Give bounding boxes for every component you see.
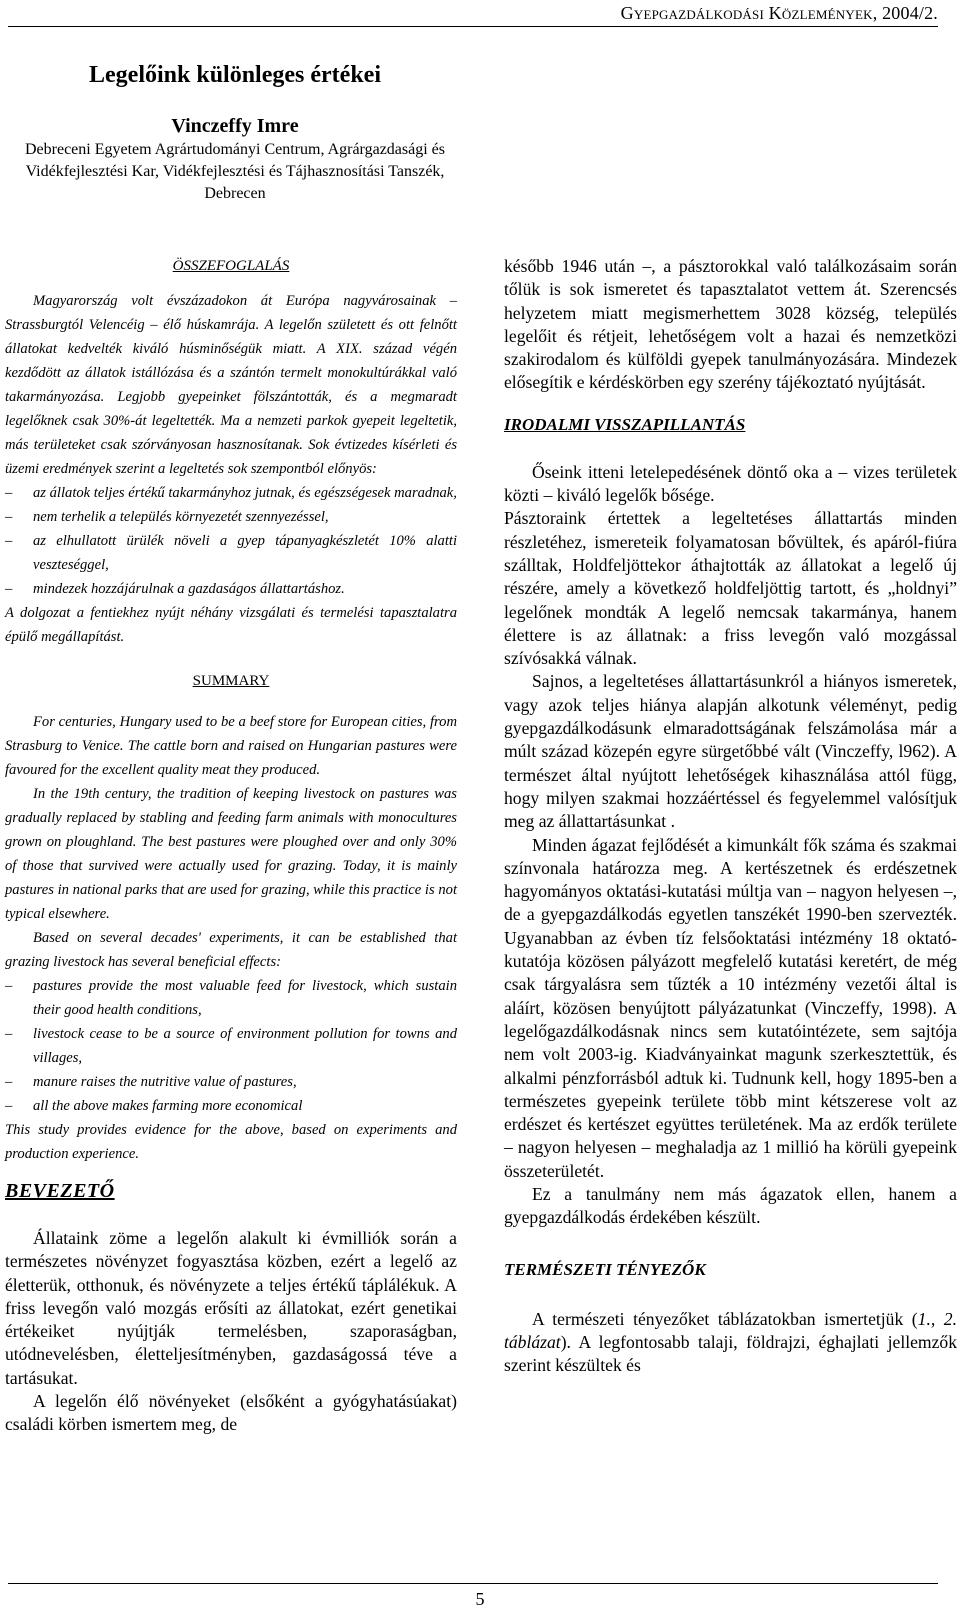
title-block bbox=[0, 62, 470, 205]
irodalmi-paragraph-5: Ez a tanulmány nem más ágazatok ellen, hanem a gyepgazdálkodás érdekében készült. bbox=[504, 1183, 957, 1228]
irodalmi-paragraph-2: Pásztoraink értettek a legeltetéses állattartás minden részletéhez, ismereteik folyamatosan bővültek, és apáról-fiúra szálltak, Holdfeljöttekor áthajtották az állatokat a legelő új részére, amely a következő holdfeljöttig tartott, és „holdnyi” legelőnek mondták A legelő nemcsak takarmánya, hanem élettere is az állatnak: a friss levegőn való mozgással szívósakká válnak. bbox=[504, 508, 957, 669]
summary-paragraph-2: In the 19th century, the tradition of keeping livestock on pastures was gradually replaced by stabling and feeding farm animals with monocultures grown on ploughland. The best pastures were ploughed over and only 30% of those that survived were actually used for grazing. Today, it is mainly pastures in national parks that are used for grazing, while this practice is not typical elsewhere. bbox=[5, 786, 457, 922]
summary-bullet: – livestock cease to be a source of environment pollution for towns and villages, bbox=[5, 1026, 457, 1066]
left-column bbox=[5, 258, 457, 1437]
running-head bbox=[621, 3, 938, 24]
osszefoglalas-heading: ÖSSZEFOGLALÁS bbox=[172, 258, 290, 274]
affiliation-line-3: Debrecen bbox=[204, 185, 266, 202]
termeszeti-tenyezok-heading: TERMÉSZETI TÉNYEZŐK bbox=[504, 1259, 706, 1279]
continued-paragraph: később 1946 után –, a pásztorokkal való találkozásaim során tőlük is sok ismeretet és tapasztalatot vettem át. Szerencsés helyzetem miatt megismerhettem 3028 község, település legelőit és rétjeit, lehetőségem volt a hazai és nemzetközi szakirodalom és külföldi gyepek tanulmányozására. Mindezek elősegítik e kérdéskörben egy szerény tájékoztató nyújtását. bbox=[504, 256, 957, 393]
osszefoglalas-paragraph-1: Magyarország volt évszázadokon át Európa nagyvárosainak – Strassburgtól Velencéig – élő húskamrája. A legelőn született és ott felnőtt állatokat kedvelték kiváló húsminőségük miatt. A XIX. század végén kezdődött az állatok istállózása és a szántón termelt monokultúrákkal való takarmányozása. Legjobb gyepeinket fölszántották, és a megmaradt legelőknek csak 30%-át legeltették. Ma a nemzeti parkok gyepeit legeltetik, más területeket csak szórványosan hasznosítanak. Sok évtizedes kísérleti és üzemi eredmények szerint a legeltetés sok szempontból előnyös: bbox=[5, 293, 457, 477]
osszefoglalas-paragraph-2: A dolgozat a fentiekhez nyújt néhány vizsgálati és termelési tapasztalatra épülő megállapítást. bbox=[5, 605, 457, 645]
osszefoglalas-bullet: – mindezek hozzájárulnak a gazdaságos állattartáshoz. bbox=[5, 581, 345, 597]
footer-rule bbox=[8, 1583, 938, 1584]
bevezeto-paragraph-2: A legelőn élő növényeket (elsőként a gyógyhatásúakat) családi körben ismertem meg, de bbox=[5, 1391, 457, 1435]
affiliation-line-1: Debreceni Egyetem Agrártudományi Centrum, Agrárgazdasági és bbox=[24, 141, 445, 158]
header-rule bbox=[8, 26, 938, 27]
summary-heading: SUMMARY bbox=[192, 673, 270, 689]
irodalmi-paragraph-1: Őseink itteni letelepedésének döntő oka a – vizes területek közti – kiváló legelők bősége. bbox=[504, 461, 957, 506]
summary-bullet: – pastures provide the most valuable feed for livestock, which sustain their good health conditions, bbox=[5, 978, 457, 1018]
affiliation-line-2: Vidékfejlesztési Kar, Vidékfejlesztési és Tájhasznosítási Tanszék, bbox=[25, 163, 445, 180]
summary-bullet: – manure raises the nutritive value of pastures, bbox=[5, 1074, 297, 1090]
author-name: Vinczeffy Imre bbox=[171, 115, 299, 137]
summary-bullet: – all the above makes farming more economical bbox=[5, 1098, 303, 1114]
bevezeto-paragraph-1: Állataink zöme a legelőn alakult ki évmilliók során a természetes növényzet fogyasztása közben, ezért a legelő az életterük, otthonuk, és növényzete a teljes értékű táplálékuk. A friss levegőn való mozgás erősíti az állatokat, ezért genetikai értékeiket nyújtják termelésben, szaporaságban, utódnevelésben, életteljesítményben, gazdaságossá téve a tartásukat. bbox=[5, 1228, 457, 1388]
summary-paragraph-4: This study provides evidence for the above, based on experiments and production experience. bbox=[5, 1122, 457, 1162]
termeszeti-paragraph-1: A természeti tényezőket táblázatokban ismertetjük (1., 2. táblázat). A legfontosabb talaji, földrajzi, éghajlati jellemzők szerint készültek és bbox=[504, 1308, 957, 1376]
irodalmi-visszapillantas-heading: IRODALMI VISSZAPILLANTÁS bbox=[504, 414, 746, 434]
bevezeto-heading: BEVEZETŐ bbox=[5, 1180, 115, 1202]
osszefoglalas-bullet: – az elhullatott ürülék növeli a gyep tápanyagkészletét 10% alatti veszteséggel, bbox=[5, 533, 457, 573]
right-column bbox=[504, 255, 957, 1377]
osszefoglalas-bullet: – az állatok teljes értékű takarmányhoz jutnak, és egészségesek maradnak, bbox=[5, 485, 457, 501]
irodalmi-paragraph-4: Minden ágazat fejlődését a kimunkált fők száma és szakmai színvonala határozza meg. A kertészetnek és erdészetnek hagyományos oktatási-kutatási múltja van – nagyon helyesen –, de a gyepgazdálkodás egyetlen tanszékét 1990-ben szervezték. Ugyanabban az évben tíz felsőoktatási intézmény 18 oktató-kutatója közösen pályázott megfelelő kutatási keretért, de még csak tárgyalásra sem tűzték a 10 intézmény vezetői által is aláírt, közösen benyújtott pályázatunkat (Vinczeffy, 1998). A legelőgazdálkodásnak nincs sem kutatóintézete, sem sajtója nem volt 2003-ig. Kiadványainkat magunk szerkesztettük, és alkalmi pénzforrásból adtuk ki. Tudnunk kell, hogy 1895-ben a természetes gyepeink területe több mint kétszerese volt az erdészet és kertészet együttes területének. Ma az erdők területe – nagyon helyesen – meghaladja az 1 millió ha körüli gyepeink összeterületét. bbox=[504, 834, 957, 1181]
summary-paragraph-3: Based on several decades' experiments, it can be established that grazing livestock has several beneficial effects: bbox=[5, 930, 457, 970]
article-title: Legelőink különleges értékei bbox=[89, 62, 381, 88]
table-reference: 1., 2. táblázat bbox=[504, 1308, 957, 1352]
journal-name: Gyepgazdálkodási Közlemények, 2004/2. bbox=[620, 3, 938, 23]
summary-paragraph-1: For centuries, Hungary used to be a beef store for European cities, from Strasburg to Venice. The cattle born and raised on Hungarian pastures were favoured for the excellent quality meat they produced. bbox=[5, 714, 457, 778]
irodalmi-paragraph-3: Sajnos, a legeltetéses állattartásunkról a hiányos ismeretek, vagy azok teljes hiánya alapján alkotunk véleményt, pedig gyepgazdálkodásunk elmaradottságának felszámolása már a múlt század közepén egyre sürgetőbbé vált (Vinczeffy, l962). A természet által nyújtott lehetőségek kihasználása attól függ, hogy milyen szakmai hozzáértéssel és fegyelemmel valósítjuk meg az állattartásunkat . bbox=[504, 671, 957, 832]
osszefoglalas-bullet: – nem terhelik a település környezetét szennyezéssel, bbox=[5, 509, 329, 525]
page-number: 5 bbox=[475, 1589, 485, 1609]
